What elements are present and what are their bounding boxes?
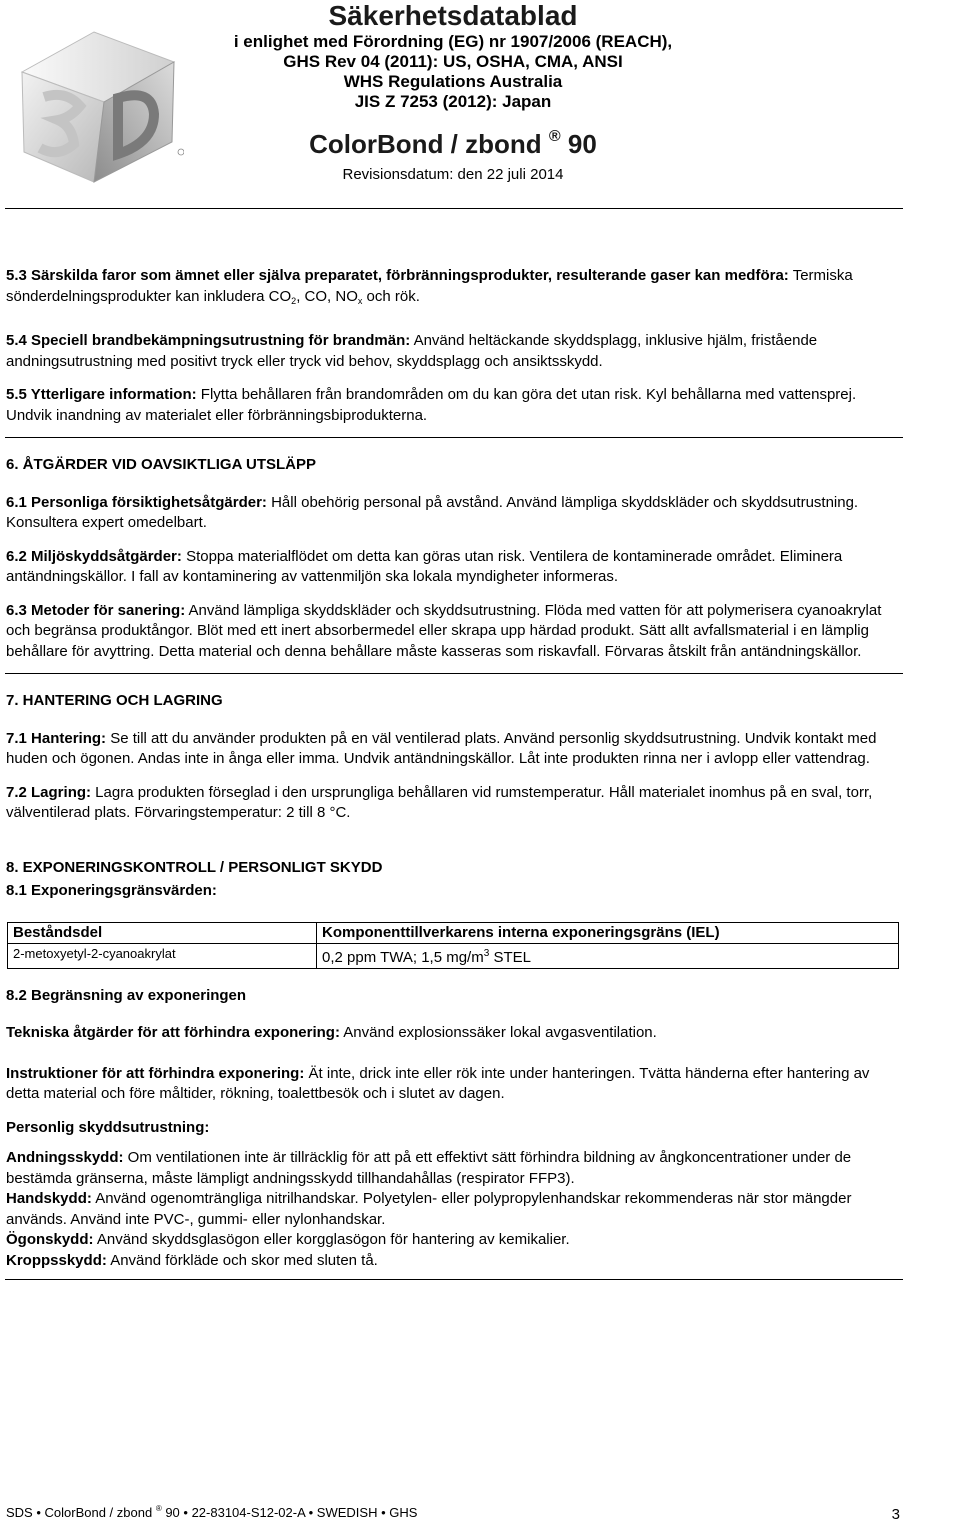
subsection-8-1-title: 8.1 Exponeringsgränsvärden: — [6, 882, 217, 899]
header-divider — [5, 208, 903, 209]
paragraph-6-2: 6.2 Miljöskyddsåtgärder: Stoppa materialflödet om detta kan göras utan risk. Ventilera de kontaminerade området. Eliminera antändningskällor. I fall av kontaminering av vattenmiljön ska lokala myndigheter informeras. — [6, 547, 843, 585]
paragraph-5-3: 5.3 Särskilda faror som ämnet eller själva preparatet, förbränningsprodukter, resulterande gaser kan medföra: Termiska sönderdelningsprodukter kan inkludera $CO_2$, CO, $NO_x$ och rök. — [6, 267, 853, 306]
paragraph-6-1: 6.1 Personliga försiktighetsåtgärder: Håll obehörig personal på avstånd. Använd lämpliga skyddskläder och skyddsutrustning. Konsultera expert omedelbart. — [6, 493, 859, 531]
paragraph-body: Kroppsskydd: Använd förkläde och skor med sluten tå. — [6, 1251, 378, 1269]
table-cell: 2-metoxyetyl-2-cyanoakrylat — [8, 943, 317, 968]
paragraph-instructions: Instruktioner för att förhindra exponering: Ät inte, drick inte eller rök inte under hanteringen. Tvätta händerna efter hantering av detta material och före måltider, rökning, toalettbesök och i slutet av dagen. — [6, 1064, 870, 1102]
document-header — [0, 0, 960, 210]
table-cell: 0,2 ppm TWA; 1,5 $mg/m^3$ STEL — [317, 943, 899, 968]
regulation-line-1: i enlighet med Förordning (EG) nr 1907/2006 (REACH), — [233, 32, 673, 51]
paragraph-5-5: 5.5 Ytterligare information: Flytta behållaren från brandområden om du kan göra det utan risk. Kyl behållarna med vattensprej. Undvik inandning av materialet eller förbränningsbiprodukterna. — [6, 386, 857, 424]
table-row — [8, 943, 899, 968]
section-7-title: 7. HANTERING OCH LAGRING — [6, 692, 223, 709]
ppe-title: Personlig skyddsutrustning: — [6, 1118, 210, 1136]
paragraph-6-3: 6.3 Metoder för sanering: Använd lämpliga skyddskläder och skyddsutrustning. Flöda med vatten för att polymerisera cyanoakrylat och begränsa produktångor. Blöt med ett inert absorbermedel eller skrapa upp härdad produkt. Sätt allt avfallsmaterial i en lämplig behållare för avyttring. Detta material och denna behållare måste kasseras som riskavfall. Förvaras åtskilt från antändningskällor. — [6, 601, 882, 660]
regulation-line-3: WHS Regulations Australia — [343, 72, 563, 91]
exposure-limits-table — [7, 922, 899, 969]
paragraph-eye: Ögonskydd: Använd skyddsglasögon eller korgglasögon för hantering av kemikalier. — [6, 1231, 570, 1248]
product-name: ColorBond / zbond ® 90 — [309, 128, 597, 159]
revision-date: Revisionsdatum: den 22 juli 2014 — [342, 166, 564, 183]
table-header-row — [8, 922, 899, 943]
table-header-cell: Komponenttillverkarens interna exponeringsgräns (IEL) — [317, 922, 899, 943]
document-body — [6, 266, 902, 1280]
paragraph-hand: Handskydd: Använd ogenomträngliga nitrilhandskar. Polyetylen- eller polypropylenhandskar rekommenderas när stor mängder används. Använd inte PVC-, gummi- eller nylonhandskar. — [6, 1190, 852, 1228]
section-8-title: 8. EXPONERINGSKONTROLL / PERSONLIGT SKYDD — [6, 858, 383, 876]
page-number: 3 — [891, 1506, 900, 1523]
regulation-line-4: JIS Z 7253 (2012): Japan — [354, 92, 552, 111]
paragraph-7-1: 7.1 Hantering: Se till att du använder produkten på en väl ventilerad plats. Använd personlig skyddsutrustning. Undvik kontakt med huden och ögonen. Andas inte in ånga eller imma. Undvik antändningskällor. Låt inte produkten rinna ner i avlopp eller vattendrag. — [6, 729, 877, 767]
paragraph-5-4: 5.4 Speciell brandbekämpningsutrustning för brandmän: Använd heltäckande skyddsplagg, inklusive hjälm, fristående andningsutrustning med positivt tryck eller tryck vid behov, skyddsplagg och ansiktsskydd. — [6, 332, 818, 370]
regulation-line-2: GHS Rev 04 (2011): US, OSHA, CMA, ANSI — [283, 52, 623, 71]
paragraph-technical-measures: Tekniska åtgärder för att förhindra exponering: Använd explosionssäker lokal avgasventilation. — [6, 1024, 657, 1041]
section-divider — [5, 1279, 903, 1280]
section-6-title: 6. ÅTGÄRDER VID OAVSIKTLIGA UTSLÄPP — [6, 456, 317, 473]
footer-text: SDS • ColorBond / zbond ® 90 • 22-83104-S12-02-A • SWEDISH • GHS — [6, 1504, 418, 1520]
subsection-8-2-title: 8.2 Begränsning av exponeringen — [6, 986, 247, 1004]
paragraph-7-2: 7.2 Lagring: Lagra produkten förseglad i den ursprungliga behållaren vid rumstemperatur. Håll materialet inomhus på en sval, torr, välventilerad plats. Förvaringstemperatur: 2 till 8 °C. — [6, 783, 873, 821]
table-header-cell: Beståndsdel — [8, 922, 317, 943]
document-title: Säkerhetsdatablad — [328, 0, 578, 31]
paragraph-respiratory: Andningsskydd: Om ventilationen inte är tillräcklig för att på ett effektivt sätt förhindra bildning av ångkoncentrationer under de bestämda gränserna, måste lämpligt andningsskydd tillhandahållas (respirator FFP3). — [6, 1149, 852, 1187]
